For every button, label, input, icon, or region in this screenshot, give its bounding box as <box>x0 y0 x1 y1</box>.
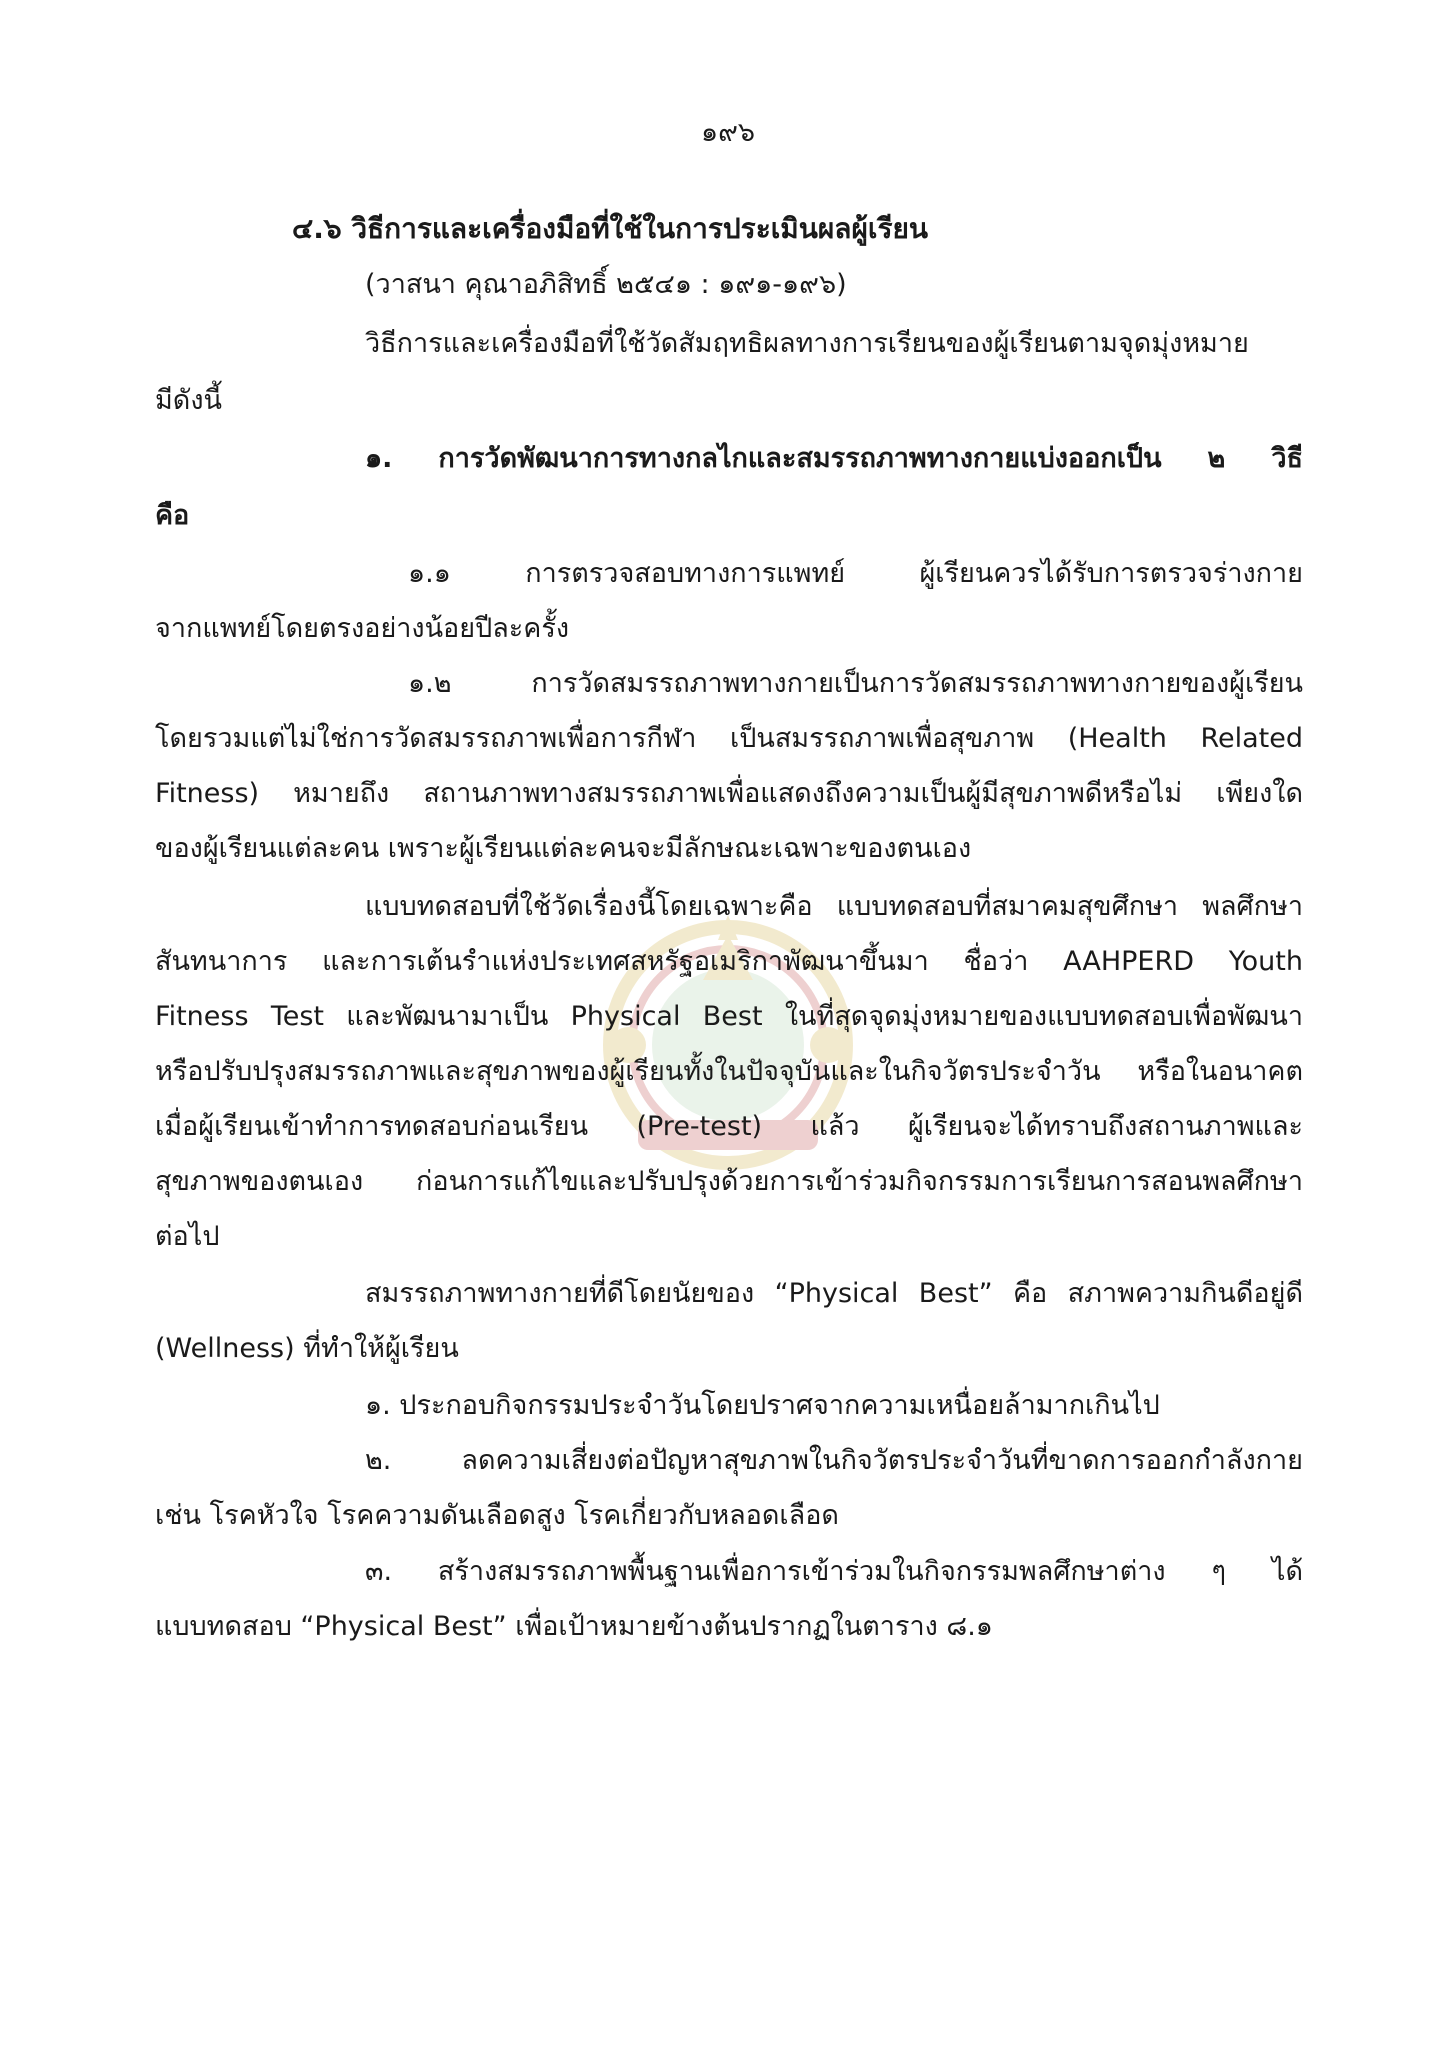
test-paragraph-line-3: Fitness Test และพัฒนามาเป็น Physical Best ในที่สุดจุดมุ่งหมายของแบบทดสอบเพื่อพัฒนา <box>155 1001 1303 1032</box>
list-item-3-line-1: ๓. สร้างสมรรถภาพพื้นฐานเพื่อการเข้าร่วมในกิจกรรมพลศึกษาต่าง ๆ ได้ <box>365 1556 1303 1587</box>
item1-2-line-3: Fitness) หมายถึง สถานภาพทางสมรรถภาพเพื่อแสดงถึงความเป็นผู้มีสุขภาพดีหรือไม่ เพียงใด <box>155 778 1303 809</box>
section-heading: ๔.๖ วิธีการและเครื่องมือที่ใช้ในการประเมินผลผู้เรียน <box>292 212 929 245</box>
emblem-watermark-icon <box>578 895 878 1195</box>
test-paragraph-line-7: ต่อไป <box>155 1221 220 1252</box>
page-number: ๑๙๖ <box>700 117 756 148</box>
wellness-paragraph-line-2: (Wellness) ที่ทำให้ผู้เรียน <box>155 1333 459 1364</box>
test-paragraph-line-1: แบบทดสอบที่ใช้วัดเรื่องนี้โดยเฉพาะคือ แบบทดสอบที่สมาคมสุขศึกษา พลศึกษา <box>365 891 1303 922</box>
intro-line-2: มีดังนี้ <box>155 385 222 416</box>
list-item-1: ๑. ประกอบกิจกรรมประจำวันโดยปราศจากความเหนื่อยล้ามากเกินไป <box>365 1390 1160 1421</box>
list-item-2-line-1: ๒. ลดความเสี่ยงต่อปัญหาสุขภาพในกิจวัตรประจำวันที่ขาดการออกกำลังกาย <box>365 1445 1303 1476</box>
list-item-2-line-2: เช่น โรคหัวใจ โรคความดันเลือดสูง โรคเกี่ยวกับหลอดเลือด <box>155 1500 839 1531</box>
item1-2-line-4: ของผู้เรียนแต่ละคน เพราะผู้เรียนแต่ละคนจะมีลักษณะเฉพาะของตนเอง <box>155 833 972 864</box>
wellness-paragraph-line-1: สมรรถภาพทางกายที่ดีโดยนัยของ “Physical Best” คือ สภาพความกินดีอยู่ดี <box>365 1278 1303 1309</box>
item1-heading-line-2: คือ <box>155 500 190 531</box>
item1-2-line-1: ๑.๒ การวัดสมรรถภาพทางกายเป็นการวัดสมรรถภาพทางกายของผู้เรียน <box>408 668 1303 699</box>
test-paragraph-line-5: เมื่อผู้เรียนเข้าทำการทดสอบก่อนเรียน (Pre-test) แล้ว ผู้เรียนจะได้ทราบถึงสถานภาพและ <box>155 1111 1303 1142</box>
item1-heading-line-1: ๑. การวัดพัฒนาการทางกลไกและสมรรถภาพทางกายแบ่งออกเป็น ๒ วิธี <box>365 443 1303 474</box>
item1-1-line-2: จากแพทย์โดยตรงอย่างน้อยปีละครั้ง <box>155 613 570 644</box>
item1-1-line-1: ๑.๑ การตรวจสอบทางการแพทย์ ผู้เรียนควรได้รับการตรวจร่างกาย <box>408 558 1303 589</box>
citation: (วาสนา คุณาอภิสิทธิ์ ๒๕๔๑ : ๑๙๑-๑๙๖) <box>365 269 847 300</box>
list-item-3-line-2: แบบทดสอบ “Physical Best” เพื่อเป้าหมายข้างต้นปรากฏในตาราง ๘.๑ <box>155 1611 993 1642</box>
test-paragraph-line-4: หรือปรับปรุงสมรรถภาพและสุขภาพของผู้เรียนทั้งในปัจจุบันและในกิจวัตรประจำวัน หรือในอนาคต <box>155 1056 1303 1087</box>
intro-line-1: วิธีการและเครื่องมือที่ใช้วัดสัมฤทธิผลทางการเรียนของผู้เรียนตามจุดมุ่งหมาย <box>365 328 1249 359</box>
test-paragraph-line-6: สุขภาพของตนเอง ก่อนการแก้ไขและปรับปรุงด้วยการเข้าร่วมกิจกรรมการเรียนการสอนพลศึกษา <box>155 1166 1303 1197</box>
item1-2-line-2: โดยรวมแต่ไม่ใช่การวัดสมรรถภาพเพื่อการกีฬา เป็นสมรรถภาพเพื่อสุขภาพ (Health Related <box>155 723 1303 754</box>
test-paragraph-line-2: สันทนาการ และการเต้นรำแห่งประเทศสหรัฐอเมริกาพัฒนาขึ้นมา ชื่อว่า AAHPERD Youth <box>155 946 1303 977</box>
